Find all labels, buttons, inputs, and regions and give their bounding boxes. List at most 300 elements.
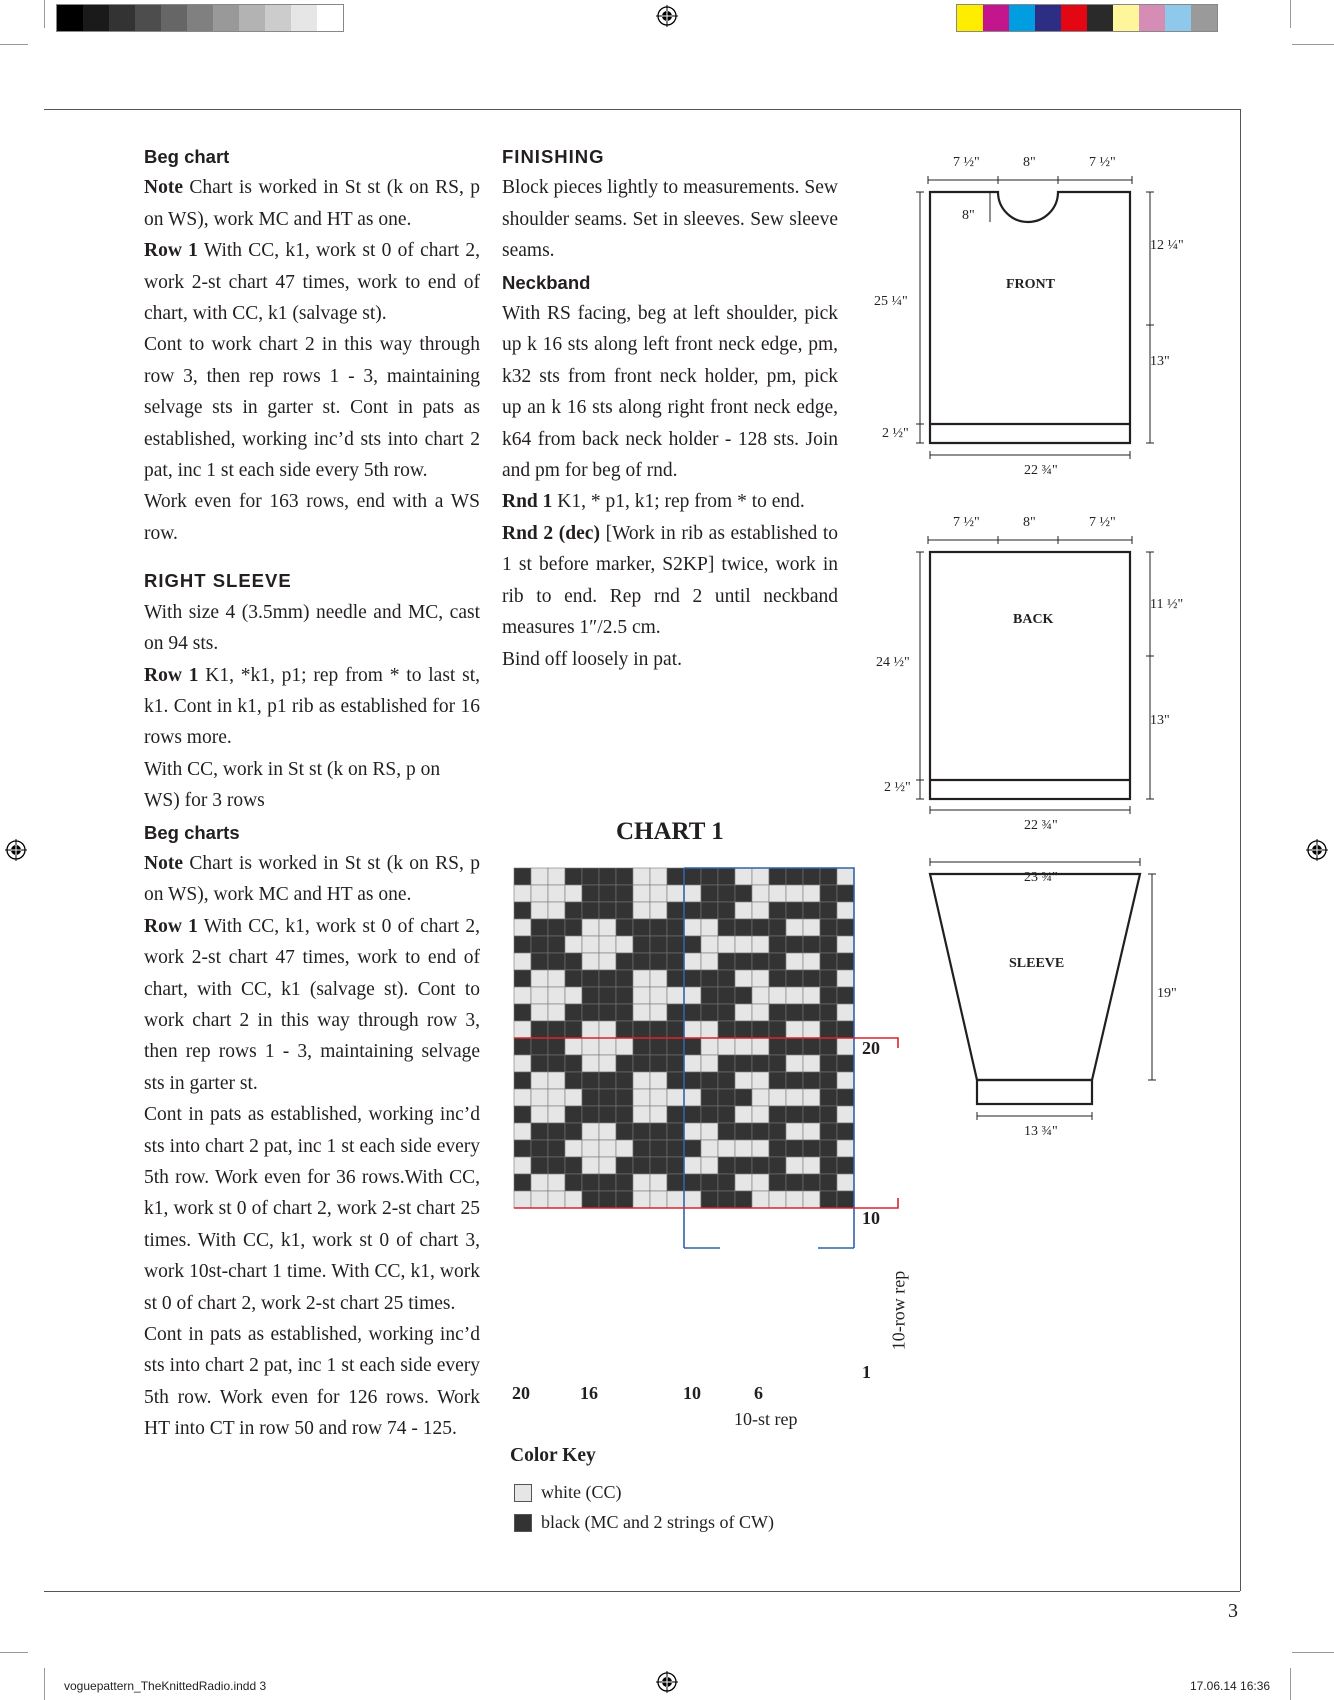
chart-cell bbox=[599, 953, 616, 970]
chart-cell bbox=[837, 1038, 854, 1055]
chart-cell bbox=[548, 936, 565, 953]
chart-cell bbox=[752, 1191, 769, 1208]
back-bottom-width-measure: 22 ¾" bbox=[1024, 818, 1058, 833]
chart-cell bbox=[667, 1055, 684, 1072]
chart-cell bbox=[837, 1055, 854, 1072]
chart-cell bbox=[667, 1004, 684, 1021]
color-swatch bbox=[1061, 5, 1087, 31]
front-top-mid-measure: 8" bbox=[1023, 155, 1036, 170]
back-right-upper-measure: 11 ½" bbox=[1150, 597, 1184, 612]
note-text: Chart is worked in St st (k on RS, p on WS), work MC and HT as one. bbox=[144, 177, 480, 230]
chart-cell bbox=[837, 1072, 854, 1089]
chart-cell bbox=[565, 936, 582, 953]
chart-cell bbox=[633, 1123, 650, 1140]
chart-cell bbox=[616, 919, 633, 936]
chart-cell bbox=[667, 970, 684, 987]
chart-cell bbox=[548, 970, 565, 987]
chart-cell bbox=[531, 1106, 548, 1123]
row1-label: Row 1 bbox=[144, 240, 198, 262]
chart-cell bbox=[633, 868, 650, 885]
cont2-paragraph: Cont in pats as established, working inc’d sts into chart 2 pat, inc 1 st each side every 5th row. Work even for 36 rows.With CC, k1, work st 0 of chart 2, work 2-st chart 25 times. With CC, k1, work st 0 of chart 3, work 10st-chart 1 time. With CC, k1, work st 0 of chart 2, work 2-st chart 25 times. bbox=[144, 1104, 480, 1314]
sleeve-label: SLEEVE bbox=[1009, 956, 1065, 971]
chart-cell bbox=[514, 1140, 531, 1157]
chart-cell bbox=[514, 1157, 531, 1174]
chart-cell bbox=[650, 936, 667, 953]
page-number: 3 bbox=[1228, 1600, 1238, 1622]
knitting-chart-grid bbox=[510, 864, 910, 1384]
column-label-16: 16 bbox=[580, 1383, 598, 1403]
chart-cell bbox=[769, 885, 786, 902]
chart-cell bbox=[684, 1038, 701, 1055]
rnd2-paragraph bbox=[502, 518, 838, 644]
crop-mark bbox=[1292, 44, 1334, 45]
chart-cell bbox=[667, 1038, 684, 1055]
chart-cell bbox=[616, 970, 633, 987]
chart-cell bbox=[599, 1038, 616, 1055]
chart-cell bbox=[786, 1021, 803, 1038]
chart-cell bbox=[786, 970, 803, 987]
chart-cell bbox=[650, 1089, 667, 1106]
chart-cell bbox=[514, 868, 531, 885]
chart-cell bbox=[599, 1004, 616, 1021]
chart-cell bbox=[718, 1106, 735, 1123]
chart-cell bbox=[548, 919, 565, 936]
page-frame-top bbox=[44, 109, 1240, 110]
chart-cell bbox=[837, 902, 854, 919]
chart-cell bbox=[514, 1106, 531, 1123]
chart-cell bbox=[633, 1004, 650, 1021]
chart-cell bbox=[735, 970, 752, 987]
chart-cell bbox=[514, 1055, 531, 1072]
chart-cell bbox=[786, 1140, 803, 1157]
chart-cell bbox=[531, 1140, 548, 1157]
chart-cell bbox=[633, 953, 650, 970]
chart-cell bbox=[599, 1140, 616, 1157]
chart-cell bbox=[752, 970, 769, 987]
footer-file-name: voguepattern_TheKnittedRadio.indd 3 bbox=[64, 1679, 267, 1693]
front-label: FRONT bbox=[1006, 277, 1055, 292]
chart-cell bbox=[718, 1123, 735, 1140]
chart-cell bbox=[820, 1174, 837, 1191]
color-swatch bbox=[1035, 5, 1061, 31]
chart-cell bbox=[701, 1089, 718, 1106]
chart-cell bbox=[667, 1072, 684, 1089]
color-swatch bbox=[983, 5, 1009, 31]
chart-cell bbox=[803, 1072, 820, 1089]
chart-cell bbox=[735, 1021, 752, 1038]
color-swatch bbox=[1191, 5, 1217, 31]
chart-cell bbox=[803, 936, 820, 953]
chart-cell bbox=[752, 1123, 769, 1140]
color-key-title: Color Key bbox=[510, 1445, 596, 1466]
chart-cell bbox=[650, 1123, 667, 1140]
chart-cell bbox=[633, 987, 650, 1004]
chart-cell bbox=[582, 970, 599, 987]
chart-cell bbox=[633, 902, 650, 919]
color-swatch bbox=[1113, 5, 1139, 31]
color-swatch bbox=[57, 5, 83, 31]
note2-paragraph bbox=[144, 848, 480, 911]
row1-text: With CC, k1, work st 0 of chart 2, work 2-st chart 47 times, work to end of chart, with CC, k1 (salvage st). bbox=[144, 240, 480, 325]
chart-cell bbox=[531, 902, 548, 919]
row-label-20: 20 bbox=[862, 1038, 880, 1058]
chart-cell bbox=[582, 1004, 599, 1021]
chart-cell bbox=[752, 1106, 769, 1123]
chart-cell bbox=[667, 953, 684, 970]
crop-mark bbox=[1292, 1652, 1334, 1653]
chart-cell bbox=[531, 987, 548, 1004]
chart-cell bbox=[820, 1055, 837, 1072]
chart-cell bbox=[565, 1140, 582, 1157]
white-key-label: white (CC) bbox=[541, 1482, 622, 1502]
chart-cell bbox=[769, 936, 786, 953]
chart-cell bbox=[667, 885, 684, 902]
chart-cell bbox=[616, 885, 633, 902]
chart-cell bbox=[701, 1157, 718, 1174]
chart-cell bbox=[514, 902, 531, 919]
chart-cell bbox=[548, 868, 565, 885]
chart-cell bbox=[684, 1106, 701, 1123]
chart-cell bbox=[718, 902, 735, 919]
chart-cell bbox=[565, 953, 582, 970]
chart-cell bbox=[820, 868, 837, 885]
chart-cell bbox=[531, 936, 548, 953]
chart-cell bbox=[565, 1038, 582, 1055]
chart-cell bbox=[735, 1191, 752, 1208]
chart-cell bbox=[718, 936, 735, 953]
chart-cell bbox=[548, 1174, 565, 1191]
chart-cell bbox=[684, 987, 701, 1004]
chart-cell bbox=[820, 885, 837, 902]
chart-cell bbox=[514, 1089, 531, 1106]
sleeve-row1-label: Row 1 bbox=[144, 664, 199, 686]
chart-cell bbox=[735, 868, 752, 885]
chart-cell bbox=[531, 1055, 548, 1072]
chart-cell bbox=[769, 1089, 786, 1106]
chart-cell bbox=[769, 1038, 786, 1055]
chart-cell bbox=[803, 1021, 820, 1038]
chart-cell bbox=[599, 1174, 616, 1191]
chart-cell bbox=[565, 987, 582, 1004]
chart-cell bbox=[616, 1055, 633, 1072]
chart-cell bbox=[616, 1106, 633, 1123]
chart-cell bbox=[718, 1072, 735, 1089]
chart-cell bbox=[531, 1021, 548, 1038]
chart-cell bbox=[820, 936, 837, 953]
chart-cell bbox=[837, 1140, 854, 1157]
chart-cell bbox=[786, 1123, 803, 1140]
chart-cell bbox=[667, 868, 684, 885]
chart-cell bbox=[514, 1004, 531, 1021]
registration-mark-icon bbox=[5, 839, 27, 861]
chart-cell bbox=[769, 1072, 786, 1089]
chart-cell bbox=[837, 1021, 854, 1038]
color-swatch bbox=[1009, 5, 1035, 31]
chart-cell bbox=[752, 1072, 769, 1089]
chart-cell bbox=[633, 1021, 650, 1038]
chart-cell bbox=[650, 1004, 667, 1021]
row-repeat-label: 10-row rep bbox=[888, 1270, 909, 1351]
sleeve-row1-paragraph bbox=[144, 660, 480, 754]
chart-cell bbox=[701, 919, 718, 936]
color-swatch bbox=[109, 5, 135, 31]
chart-cell bbox=[599, 1106, 616, 1123]
chart-cell bbox=[684, 1055, 701, 1072]
chart-cell bbox=[803, 1191, 820, 1208]
chart-cell bbox=[548, 987, 565, 1004]
chart-cell bbox=[633, 936, 650, 953]
chart-cell bbox=[718, 1038, 735, 1055]
color-swatch bbox=[1165, 5, 1191, 31]
chart-cell bbox=[633, 919, 650, 936]
chart-cell bbox=[701, 885, 718, 902]
sleeve-cuff bbox=[977, 1080, 1092, 1104]
chart-cell bbox=[582, 936, 599, 953]
chart-cell bbox=[582, 1038, 599, 1055]
chart-cell bbox=[514, 953, 531, 970]
chart-cell bbox=[667, 1157, 684, 1174]
chart-cell bbox=[820, 1089, 837, 1106]
chart-cell bbox=[565, 885, 582, 902]
chart-cell bbox=[701, 1174, 718, 1191]
chart-cell bbox=[752, 1038, 769, 1055]
back-left-rib-measure: 2 ½" bbox=[884, 780, 911, 795]
chart-cell bbox=[820, 1123, 837, 1140]
black-key-label: black (MC and 2 strings of CW) bbox=[541, 1512, 774, 1532]
chart-cell bbox=[837, 868, 854, 885]
front-left-rib-measure: 2 ½" bbox=[882, 426, 909, 441]
chart-cell bbox=[667, 1140, 684, 1157]
front-bottom-width-measure: 22 ¾" bbox=[1024, 463, 1058, 478]
chart-cell bbox=[803, 1038, 820, 1055]
chart-cell bbox=[786, 1072, 803, 1089]
bind-off-paragraph: Bind off loosely in pat. bbox=[502, 648, 683, 670]
stitch-repeat-label: 10-st rep bbox=[734, 1409, 798, 1429]
chart-cell bbox=[684, 885, 701, 902]
chart-cell bbox=[752, 868, 769, 885]
color-swatch bbox=[291, 5, 317, 31]
chart-cell bbox=[735, 1038, 752, 1055]
chart-cell bbox=[752, 1157, 769, 1174]
chart-cell bbox=[803, 885, 820, 902]
chart-cell bbox=[616, 1123, 633, 1140]
chart-cell bbox=[803, 953, 820, 970]
crop-mark bbox=[0, 1652, 28, 1653]
cont3-paragraph: Cont in pats as established, working inc’d sts into chart 2 pat, inc 1 st each side every 5th row. Work even for 126 rows. Work HT into CT in row 50 and row 74 - 125. bbox=[144, 1324, 480, 1440]
chart-cell bbox=[667, 1191, 684, 1208]
crop-mark bbox=[0, 44, 28, 45]
chart-cell bbox=[718, 970, 735, 987]
finishing-heading: FINISHING bbox=[502, 146, 605, 167]
chart-cell bbox=[769, 1123, 786, 1140]
chart-cell bbox=[735, 1123, 752, 1140]
chart-cell bbox=[837, 1157, 854, 1174]
color-swatch bbox=[265, 5, 291, 31]
cont-paragraph: Cont to work chart 2 in this way through row 3, then rep rows 1 - 3, maintaining selvage sts in garter st. Cont in pats as established, working inc’d sts into chart 2 pat, inc 1 st each side every 5th row. bbox=[144, 334, 480, 482]
chart-cell bbox=[582, 902, 599, 919]
chart-cell bbox=[769, 868, 786, 885]
sleeve-top-width-measure: 23 ¾" bbox=[1024, 870, 1058, 885]
chart-cell bbox=[803, 919, 820, 936]
chart-cell bbox=[616, 1157, 633, 1174]
chart-cell bbox=[616, 902, 633, 919]
chart-cell bbox=[786, 1055, 803, 1072]
chart-cell bbox=[531, 1123, 548, 1140]
sleeve-bottom-width-measure: 13 ¾" bbox=[1024, 1124, 1058, 1139]
color-swatch bbox=[135, 5, 161, 31]
chart-cell bbox=[769, 1021, 786, 1038]
chart-cell bbox=[718, 1021, 735, 1038]
back-label: BACK bbox=[1013, 612, 1054, 627]
chart-cell bbox=[786, 868, 803, 885]
chart-cell bbox=[616, 1072, 633, 1089]
chart-cell bbox=[837, 1123, 854, 1140]
row1b-text: With CC, k1, work st 0 of chart 2, work 2-st chart 47 times, work to end of chart, with CC, k1 (salvage st). Cont to work chart 2 in this way through row 3, then rep rows 1 - 3, maintaining selvage sts in garter st. bbox=[144, 915, 480, 1094]
chart-cell bbox=[582, 1106, 599, 1123]
chart-cell bbox=[752, 885, 769, 902]
chart-cell bbox=[599, 1089, 616, 1106]
chart-cell bbox=[718, 919, 735, 936]
chart-cell bbox=[650, 1055, 667, 1072]
front-top-left-measure: 7 ½" bbox=[953, 155, 980, 170]
process-color-bar bbox=[956, 4, 1218, 32]
chart-cell bbox=[820, 1157, 837, 1174]
chart-cell bbox=[735, 1055, 752, 1072]
chart-cell bbox=[803, 1106, 820, 1123]
chart-cell bbox=[650, 868, 667, 885]
chart-cell bbox=[599, 970, 616, 987]
color-swatch bbox=[83, 5, 109, 31]
chart-cell bbox=[650, 1140, 667, 1157]
chart-cell bbox=[803, 970, 820, 987]
chart-cell bbox=[803, 902, 820, 919]
chart-cell bbox=[531, 1089, 548, 1106]
chart-cell bbox=[565, 868, 582, 885]
chart-cell bbox=[735, 919, 752, 936]
chart-cell bbox=[820, 919, 837, 936]
chart-cell bbox=[752, 919, 769, 936]
chart-cell bbox=[820, 1072, 837, 1089]
chart-cell bbox=[599, 868, 616, 885]
chart-cell bbox=[803, 1055, 820, 1072]
chart-cell bbox=[803, 987, 820, 1004]
chart-cell bbox=[701, 1106, 718, 1123]
chart-cell bbox=[650, 1191, 667, 1208]
beg-chart-heading: Beg chart bbox=[144, 146, 230, 167]
chart-cell bbox=[514, 1038, 531, 1055]
chart-cell bbox=[514, 987, 531, 1004]
chart-cell bbox=[633, 1072, 650, 1089]
chart-cell bbox=[531, 970, 548, 987]
chart-cell bbox=[803, 1123, 820, 1140]
chart-cell bbox=[837, 970, 854, 987]
chart-cell bbox=[565, 1072, 582, 1089]
chart-cell bbox=[735, 936, 752, 953]
rnd2-label: Rnd 2 (dec) bbox=[502, 522, 600, 544]
chart-cell bbox=[701, 902, 718, 919]
chart-cell bbox=[667, 936, 684, 953]
chart-cell bbox=[786, 1038, 803, 1055]
chart-cell bbox=[599, 902, 616, 919]
chart-cell bbox=[650, 1106, 667, 1123]
chart-cell bbox=[786, 902, 803, 919]
chart-cell bbox=[531, 1157, 548, 1174]
registration-mark-icon bbox=[656, 1671, 678, 1693]
chart-cell bbox=[837, 1004, 854, 1021]
chart-cell bbox=[667, 987, 684, 1004]
chart-cell bbox=[803, 1157, 820, 1174]
chart-cell bbox=[616, 1140, 633, 1157]
chart-cell bbox=[684, 1021, 701, 1038]
rnd1-text: K1, * p1, k1; rep from * to end. bbox=[552, 491, 805, 513]
chart-cell bbox=[582, 1089, 599, 1106]
back-outline bbox=[930, 552, 1130, 799]
chart-cell bbox=[650, 1021, 667, 1038]
chart-cell bbox=[769, 953, 786, 970]
back-right-lower-measure: 13" bbox=[1150, 713, 1170, 728]
chart-cell bbox=[701, 1004, 718, 1021]
chart-cell bbox=[684, 953, 701, 970]
color-swatch bbox=[213, 5, 239, 31]
chart-cell bbox=[565, 1191, 582, 1208]
page-frame-bottom bbox=[44, 1591, 1240, 1592]
chart-cell bbox=[837, 919, 854, 936]
black-swatch bbox=[514, 1514, 532, 1532]
chart-cell bbox=[769, 1157, 786, 1174]
back-top-mid-measure: 8" bbox=[1023, 515, 1036, 530]
rnd2-text: [Work in rib as established to 1 st before marker, S2KP] twice, work in rib to end. Rep rnd 2 until neckband measures 1″/2.5 cm. bbox=[502, 522, 839, 639]
chart-cell bbox=[650, 885, 667, 902]
chart-cell bbox=[582, 1157, 599, 1174]
chart-cell bbox=[599, 1055, 616, 1072]
chart-cell bbox=[582, 1191, 599, 1208]
chart-cell bbox=[565, 902, 582, 919]
chart-cell bbox=[735, 1140, 752, 1157]
chart-cell bbox=[735, 902, 752, 919]
column-label-10: 10 bbox=[683, 1383, 701, 1403]
chart-cell bbox=[548, 1123, 565, 1140]
registration-mark-icon bbox=[1306, 839, 1328, 861]
chart-cell bbox=[684, 936, 701, 953]
color-swatch bbox=[239, 5, 265, 31]
chart-cell bbox=[752, 1021, 769, 1038]
note2-label: Note bbox=[144, 852, 183, 874]
chart-cell bbox=[786, 987, 803, 1004]
chart-cell bbox=[701, 936, 718, 953]
chart-cell bbox=[582, 1055, 599, 1072]
chart-cell bbox=[565, 1174, 582, 1191]
color-swatch bbox=[161, 5, 187, 31]
chart-cell bbox=[837, 885, 854, 902]
chart-cell bbox=[582, 1123, 599, 1140]
chart-cell bbox=[769, 919, 786, 936]
chart-cell bbox=[633, 1089, 650, 1106]
chart-cell bbox=[820, 953, 837, 970]
chart-cell bbox=[565, 1157, 582, 1174]
chart-cell bbox=[548, 1157, 565, 1174]
chart-cell bbox=[667, 1123, 684, 1140]
front-right-upper-measure: 12 ¼" bbox=[1150, 238, 1184, 253]
chart-cell bbox=[684, 1140, 701, 1157]
chart-cell bbox=[548, 1021, 565, 1038]
chart-cell bbox=[616, 1021, 633, 1038]
chart-cell bbox=[548, 1089, 565, 1106]
crop-mark bbox=[44, 0, 45, 28]
chart-cell bbox=[820, 1021, 837, 1038]
chart-cell bbox=[718, 987, 735, 1004]
chart-cell bbox=[582, 1072, 599, 1089]
chart-cell bbox=[633, 1140, 650, 1157]
